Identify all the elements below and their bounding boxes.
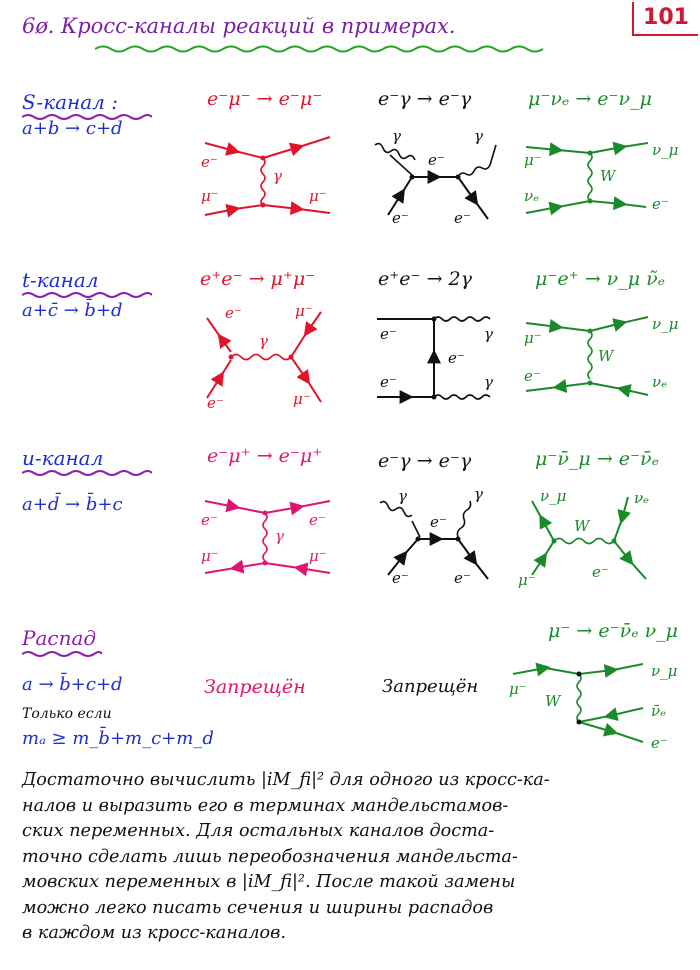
u2-feynman-diagram <box>370 485 500 585</box>
u1-label-e-in: e⁻ <box>201 511 218 529</box>
u2-label-e-in: e⁻ <box>392 569 409 587</box>
s3-label-mu: μ⁻ <box>524 151 542 169</box>
s-channel-formula: a+b → c+d <box>22 118 123 139</box>
t-channel-formula: a+c̄ → b̄+d <box>22 300 123 321</box>
t-reaction-3: μ⁻e⁺ → ν_μ ν̃ₑ <box>535 268 665 290</box>
t2-label-e-bottom: e⁻ <box>380 373 397 391</box>
s-channel-title: S-канал : <box>22 90 118 114</box>
s2-label-e-in: e⁻ <box>392 209 409 227</box>
decay-label-nu-e-bar: ν̄ₑ <box>651 702 666 720</box>
u-reaction-3: μ⁻ν̄_μ → e⁻ν̄ₑ <box>535 448 659 470</box>
s-reaction-1: e⁻μ⁻ → e⁻μ⁻ <box>207 88 323 110</box>
decay-label-nu-mu: ν_μ <box>651 662 678 680</box>
page-title: 6ø. Кросс-каналы реакций в примерах. <box>22 14 456 38</box>
u3-label-nu-mu: ν_μ <box>540 487 567 505</box>
t1-label-e-bottom: e⁻ <box>207 394 224 412</box>
t1-label-mu-bottom: μ⁻ <box>293 390 311 408</box>
decay-condition: mₐ ≥ m_b̄+m_c+m_d <box>22 728 214 749</box>
u-channel-title: u-канал <box>22 446 104 470</box>
decay-condition-label: Только если <box>22 706 112 722</box>
s3-label-nu-e: νₑ <box>524 187 539 205</box>
u3-feynman-diagram <box>518 485 688 589</box>
u2-label-gamma-out: γ <box>474 485 483 503</box>
u1-label-mu-in: μ⁻ <box>201 547 219 565</box>
s-reaction-3: μ⁻νₑ → e⁻ν_μ <box>528 88 652 110</box>
u3-label-nu-e: νₑ <box>634 489 649 507</box>
page-number: 101 <box>632 2 698 36</box>
s1-feynman-diagram <box>195 125 345 225</box>
t-reaction-2: e⁺e⁻ → 2γ <box>378 268 472 290</box>
decay-label-mu: μ⁻ <box>509 680 527 698</box>
t2-feynman-diagram <box>372 305 502 410</box>
title-underline <box>95 44 551 54</box>
u3-label-mu: μ⁻ <box>518 571 536 589</box>
s2-label-gamma-out: γ <box>474 127 483 145</box>
t3-label-nu-e: νₑ <box>652 373 667 391</box>
u-channel-formula: a+d̄ → b̄+c <box>22 494 123 515</box>
decay-forbidden-1: Запрещён <box>204 676 306 698</box>
paragraph-line-5: мовских переменных в |iM_fi|². После такой замены <box>22 872 516 892</box>
u1-label-e-out: e⁻ <box>309 511 326 529</box>
t3-label-mu: μ⁻ <box>524 329 542 347</box>
u3-label-e: e⁻ <box>592 563 609 581</box>
u3-label-W: W <box>574 517 590 535</box>
t1-label-gamma: γ <box>259 332 268 350</box>
s2-label-gamma-in: γ <box>392 127 401 145</box>
s1-label-e: e⁻ <box>201 153 218 171</box>
decay-label-W: W <box>545 692 561 710</box>
decay-title: Распад <box>22 626 97 650</box>
t2-label-gamma-top: γ <box>484 325 493 343</box>
conclusion-paragraph <box>22 768 688 947</box>
decay-feynman-diagram <box>505 650 685 750</box>
decay-forbidden-2: Запрещён <box>382 676 479 697</box>
decay-underline <box>22 650 102 658</box>
u2-label-e-out: e⁻ <box>454 569 471 587</box>
t-channel-title: t-канал <box>22 268 99 292</box>
s3-label-W: W <box>600 167 616 185</box>
t3-label-nu-mu: ν_μ <box>652 315 679 333</box>
s3-label-e: e⁻ <box>652 195 669 213</box>
s1-label-mu-out: μ⁻ <box>309 187 327 205</box>
t-reaction-1: e⁺e⁻ → μ⁺μ⁻ <box>200 268 316 290</box>
decay-reaction: μ⁻ → e⁻ν̄ₑ ν_μ <box>548 620 678 642</box>
s2-label-e-mid: e⁻ <box>428 151 445 169</box>
s-reaction-2: e⁻γ → e⁻γ <box>378 88 472 110</box>
t3-label-e: e⁻ <box>524 367 541 385</box>
u2-label-gamma-in: γ <box>398 487 407 505</box>
paragraph-line-4: точно сделать лишь переобозначения мандельста- <box>22 846 518 867</box>
u1-feynman-diagram <box>195 485 345 585</box>
t1-label-e-top: e⁻ <box>225 304 242 322</box>
t2-label-e-mid: e⁻ <box>448 349 465 367</box>
paragraph-line-1: Достаточно вычислить |iM_fi|² для одного из кросс-ка- <box>22 770 550 790</box>
s3-label-nu-mu: ν_μ <box>652 141 679 159</box>
u1-label-gamma: γ <box>275 527 284 545</box>
u1-label-mu-out: μ⁻ <box>309 547 327 565</box>
u2-label-e-mid: e⁻ <box>430 513 447 531</box>
decay-label-e: e⁻ <box>651 734 668 752</box>
t2-label-gamma-bottom: γ <box>484 373 493 391</box>
s3-feynman-diagram <box>518 125 688 225</box>
s2-feynman-diagram <box>370 125 500 225</box>
s1-label-gamma: γ <box>273 167 282 185</box>
t-channel-underline <box>22 291 152 299</box>
paragraph-line-6: можно легко писать сечения и ширины распадов <box>22 897 494 918</box>
u-reaction-1: e⁻μ⁺ → e⁻μ⁺ <box>207 445 323 467</box>
t1-label-mu-top: μ⁻ <box>295 302 313 320</box>
s2-label-e-out: e⁻ <box>454 209 471 227</box>
paragraph-line-7: в каждом из кросс-каналов. <box>22 923 286 943</box>
u-channel-underline <box>22 469 152 477</box>
decay-formula: a → b̄+c+d <box>22 674 123 695</box>
paragraph-line-2: налов и выразить его в терминах мандельстамов- <box>22 795 509 816</box>
s1-label-mu: μ⁻ <box>201 187 219 205</box>
u-reaction-2: e⁻γ → e⁻γ <box>378 450 472 472</box>
t3-label-W: W <box>598 347 614 365</box>
t1-feynman-diagram <box>195 300 345 410</box>
paragraph-line-3: ских переменных. Для остальных каналов доста- <box>22 821 495 841</box>
t2-label-e-top: e⁻ <box>380 325 397 343</box>
t3-feynman-diagram <box>518 305 688 405</box>
